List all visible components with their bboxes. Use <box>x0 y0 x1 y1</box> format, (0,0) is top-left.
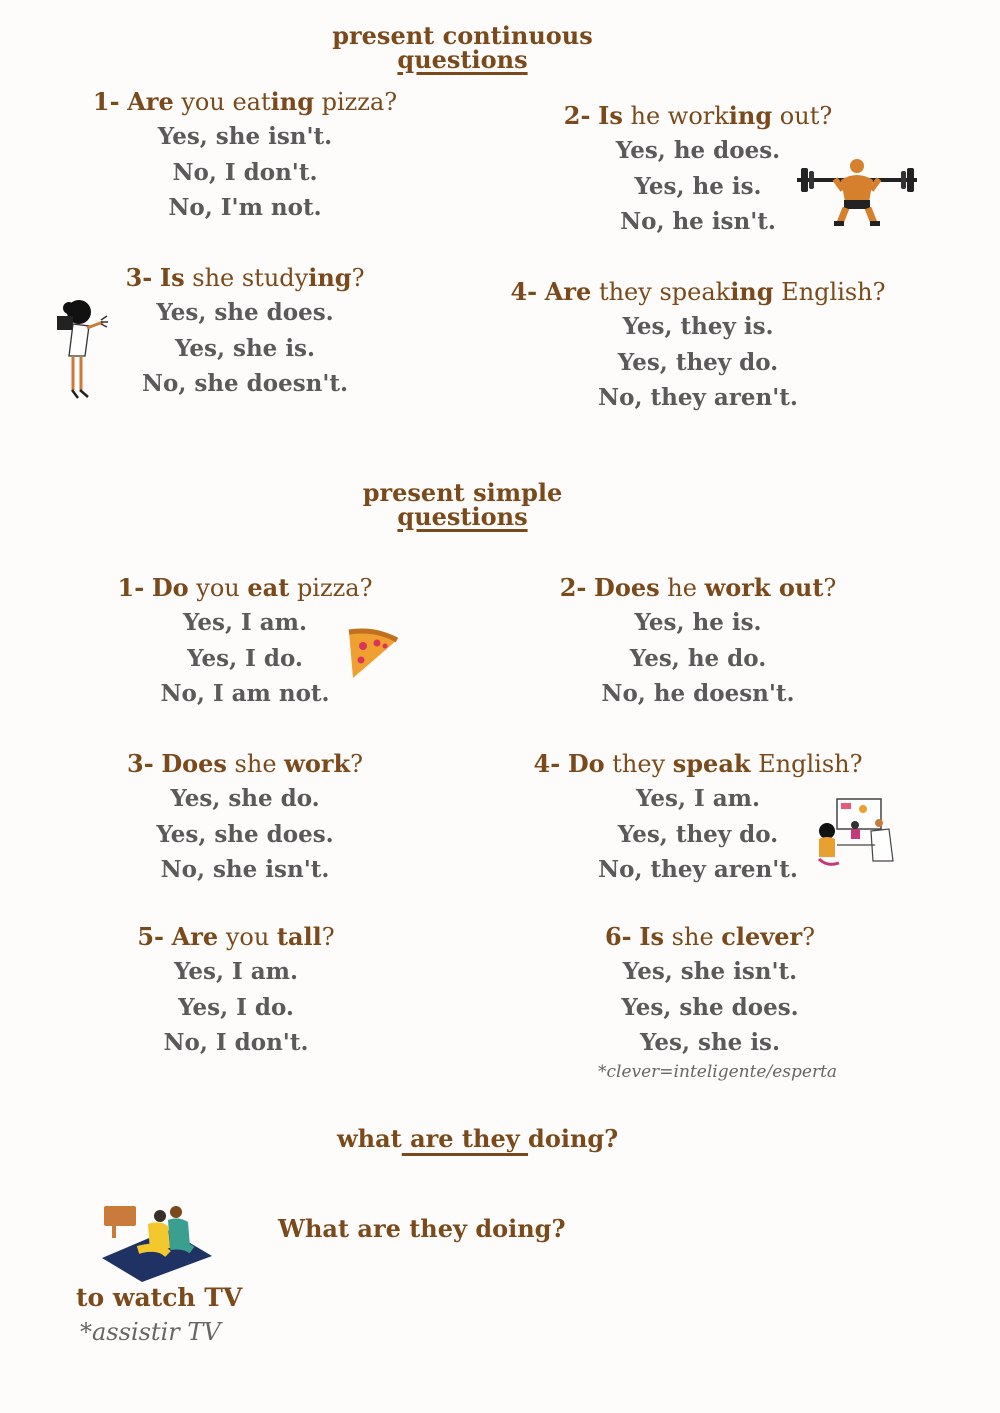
pizza-slice-illustration <box>345 626 401 682</box>
section-title-line1: present continuous <box>332 21 593 50</box>
answer-option[interactable]: Yes, she does. <box>156 820 334 848</box>
answer-option[interactable]: Yes, she is. <box>639 1029 781 1056</box>
question-word: pizza? <box>313 88 398 116</box>
answer-option[interactable]: No, I'm not. <box>168 194 322 221</box>
question-keyword: Do <box>151 573 189 602</box>
question-number: 3- <box>125 263 153 292</box>
question-text <box>25 261 465 295</box>
section-title-what-are-they-doing <box>337 1124 618 1153</box>
answer-option[interactable]: Yes, they do. <box>617 820 779 848</box>
question-word: English? <box>750 750 863 778</box>
question-text <box>25 85 465 119</box>
question-keyword: tall <box>276 922 322 951</box>
question-keyword: Does <box>161 749 227 778</box>
section-title-present-simple <box>0 478 925 531</box>
question-keyword: eat <box>247 573 290 602</box>
simple-question-2 <box>478 571 918 712</box>
answer-option[interactable]: Yes, I am. <box>173 958 299 985</box>
answer-option[interactable]: Yes, she isn't. <box>157 123 333 150</box>
meeting-illustration <box>815 795 897 869</box>
answer-option[interactable]: Yes, they is. <box>622 313 774 340</box>
question-word: you <box>188 574 248 602</box>
question-text <box>478 99 918 133</box>
question-word: out? <box>772 102 833 130</box>
question-word: ? <box>321 923 335 951</box>
question-keyword: work out <box>704 573 824 602</box>
answer-option[interactable]: Yes, she do. <box>170 785 320 812</box>
question-keyword: ing <box>730 277 774 306</box>
answer-option[interactable]: Yes, she does. <box>156 299 334 326</box>
answer-option[interactable]: Yes, I do. <box>178 993 294 1021</box>
section-title-present-continuous <box>0 21 925 74</box>
question-text <box>25 747 465 781</box>
clever-translation-note: *clever=inteligente/esperta <box>598 1062 838 1082</box>
question-keyword: clever <box>721 922 803 951</box>
question-word: ? <box>802 923 816 951</box>
question-text <box>490 920 930 954</box>
question-number: 6- <box>604 922 632 951</box>
answer-option[interactable]: Yes, he do. <box>629 644 767 672</box>
section-title-line2: questions <box>397 45 528 74</box>
question-word: ? <box>351 264 365 292</box>
title-word-what: what <box>337 1124 402 1153</box>
section-title-line2: questions <box>397 502 528 531</box>
simple-question-6 <box>490 920 930 1061</box>
answer-option[interactable]: No, she doesn't. <box>141 370 349 397</box>
question-keyword: ing <box>308 263 352 292</box>
question-number: 4- <box>533 749 561 778</box>
title-underlined-part: are they <box>401 1124 529 1153</box>
question-keyword: Do <box>567 749 605 778</box>
question-word: she <box>226 750 285 778</box>
question-keyword: Is <box>639 922 665 951</box>
answer-option[interactable]: No, they aren't. <box>598 384 798 411</box>
answer-option[interactable]: Yes, I do. <box>187 644 303 672</box>
question-word: pizza? <box>289 574 373 602</box>
question-word: they <box>604 750 673 778</box>
title-word-doing: doing? <box>528 1124 619 1153</box>
question-word: ? <box>350 750 363 778</box>
answer-option[interactable]: Yes, he does. <box>615 137 781 164</box>
question-number: 1- <box>117 573 145 602</box>
watch-tv-translation: *assistir TV <box>80 1318 221 1346</box>
question-word: he work <box>622 102 729 130</box>
answer-option[interactable]: No, they aren't. <box>598 856 798 883</box>
question-word: English? <box>773 278 886 306</box>
question-keyword: speak <box>672 749 751 778</box>
question-text <box>16 920 456 954</box>
question-word: she study <box>184 264 309 292</box>
cont-question-1 <box>25 85 465 226</box>
answer-option[interactable]: No, he isn't. <box>620 208 776 235</box>
watch-tv-label: to watch TV <box>76 1283 243 1312</box>
question-text <box>25 571 465 605</box>
answer-option[interactable]: No, I am not. <box>160 680 330 707</box>
question-word: she <box>664 923 722 951</box>
question-keyword: ing <box>728 101 773 130</box>
question-keyword: ing <box>270 87 314 116</box>
question-word: they speak <box>591 278 731 306</box>
weightlifter-illustration <box>795 156 920 228</box>
question-keyword: Are <box>544 277 592 306</box>
question-number: 4- <box>510 277 538 306</box>
question-word: he <box>659 574 705 602</box>
question-number: 2- <box>563 101 591 130</box>
answer-option[interactable]: Yes, she isn't. <box>622 958 798 985</box>
question-keyword: Is <box>598 101 623 130</box>
answer-option[interactable]: Yes, I am. <box>182 609 308 636</box>
answer-option[interactable]: No, I don't. <box>172 158 318 186</box>
answer-option[interactable]: Yes, I am. <box>635 785 761 812</box>
question-number: 3- <box>127 749 154 778</box>
cont-question-4 <box>478 275 918 416</box>
question-keyword: Is <box>159 263 185 292</box>
answer-option[interactable]: Yes, she is. <box>174 334 316 362</box>
question-word: ? <box>823 574 837 602</box>
question-text <box>478 571 918 605</box>
question-number: 5- <box>137 922 164 951</box>
question-keyword: Are <box>127 87 174 116</box>
question-text <box>478 275 918 309</box>
question-keyword: work <box>284 749 351 778</box>
student-reading-illustration <box>55 298 115 400</box>
question-word: you <box>218 923 277 951</box>
what-are-they-doing-question: What are they doing? <box>278 1214 566 1243</box>
question-number: 1- <box>92 87 120 116</box>
section-title-line1: present simple <box>362 478 563 507</box>
simple-question-5 <box>16 920 456 1061</box>
answer-option[interactable]: No, he doesn't. <box>601 680 795 707</box>
watching-tv-illustration <box>98 1200 214 1284</box>
answer-option[interactable]: Yes, he is. <box>634 609 762 636</box>
answer-option[interactable]: Yes, she does. <box>621 993 799 1021</box>
question-keyword: Does <box>594 573 660 602</box>
answer-option[interactable]: No, she isn't. <box>160 856 330 883</box>
answer-option[interactable]: Yes, he is. <box>634 172 762 200</box>
question-text <box>478 747 918 781</box>
question-keyword: Are <box>171 922 219 951</box>
answer-option[interactable]: No, I don't. <box>163 1029 309 1056</box>
simple-question-3 <box>25 747 465 888</box>
answer-option[interactable]: Yes, they do. <box>617 348 779 376</box>
question-word: you eat <box>173 88 271 116</box>
question-number: 2- <box>559 573 587 602</box>
